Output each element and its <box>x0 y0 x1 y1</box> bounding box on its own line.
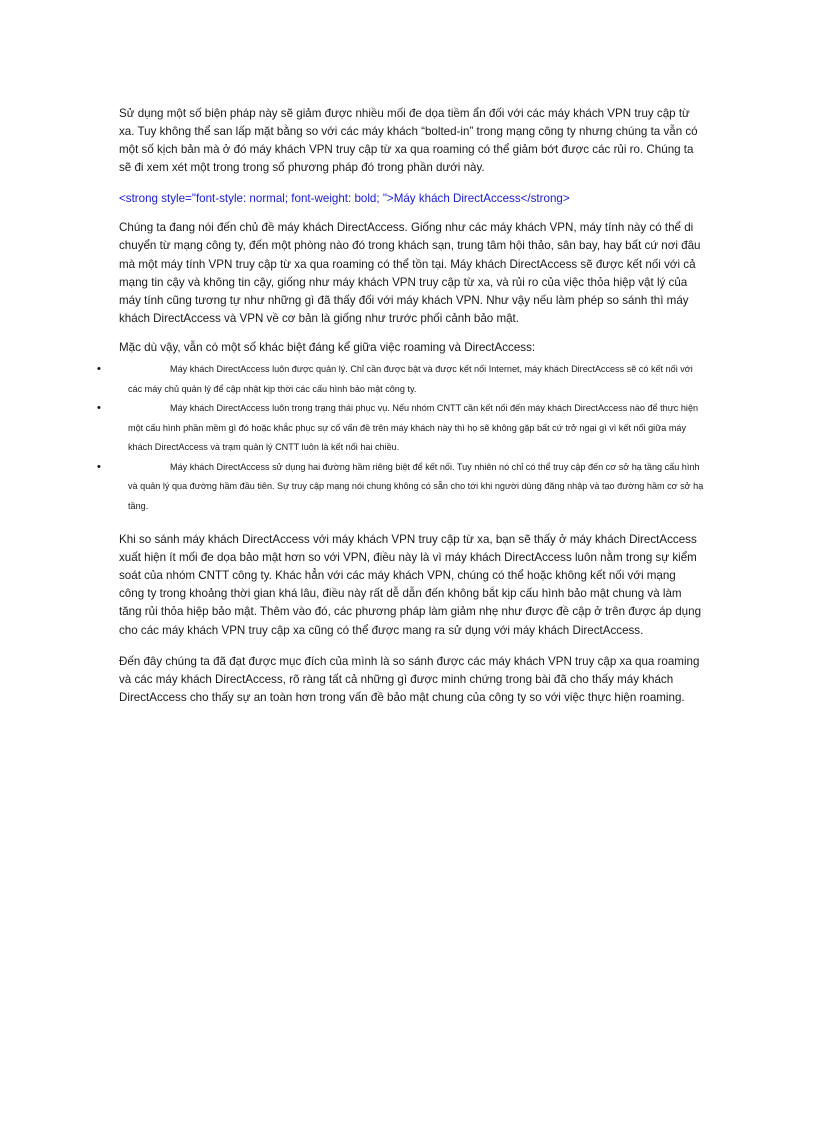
differences-list <box>97 360 704 516</box>
list-item-text: Máy khách DirectAccess luôn được quản lý. Chỉ cần được bật và được kết nối Internet, máy khách DirectAccess sẽ có kết nối với các máy chủ quản lý để cập nhật kịp thời các cấu hình bảo mật công ty. <box>128 364 693 394</box>
bullet-icon: • <box>97 460 101 473</box>
list-item-text: Máy khách DirectAccess luôn trong trạng thái phục vụ. Nếu nhóm CNTT cần kết nối đến máy khách DirectAccess nào để thực hiện một cấu hình phần mềm gì đó hoặc khắc phục sự cố vấn đề trên máy khách này thì họ sẽ không gặp bất cứ trở ngại gì vì kết nối giữa máy khách DirectAccess và trạm quản lý CNTT luôn là kết nối hai chiều. <box>128 403 699 453</box>
paragraph-intro: Sử dụng một số biện pháp này sẽ giảm được nhiều mối đe dọa tiềm ẩn đối với các máy khách VPN truy cập từ xa. Tuy không thể san lấp mặt bằng so với các máy khách “bolted-in” trong mạng công ty nhưng chúng ta vẫn có một số kịch bản mà ở đó máy khách VPN truy cập từ xa qua roaming có thể giảm bớt được các rủi ro. Chúng ta sẽ đi xem xét một trong trong số phương pháp đó trong phần dưới này. <box>119 107 698 175</box>
list-item <box>97 399 704 458</box>
list-intro: Mặc dù vậy, vẫn có một số khác biệt đáng kể giữa việc roaming và DirectAccess: <box>119 340 536 354</box>
list-item <box>97 360 704 399</box>
article-body <box>97 105 704 707</box>
paragraph-conclusion: Đến đây chúng ta đã đạt được mục đích của mình là so sánh được các máy khách VPN truy cập xa qua roaming và các máy khách DirectAccess, rõ ràng tất cả những gì được minh chứng trong bài đã cho thấy máy khách DirectAccess cho thấy sự an toàn hơn trong vấn đề bảo mật chung của công ty so với việc thực hiện roaming. <box>119 654 700 704</box>
list-item-text: Máy khách DirectAccess sử dụng hai đường hầm riêng biệt để kết nối. Tuy nhiên nó chỉ có thể truy cập đến cơ sở hạ tầng cấu hình và quản lý qua đường hầm đầu tiên. Sự truy cập mạng nói chung không có sẵn cho tới khi người dùng đăng nhập và tạo đường hầm cơ sở hạ tầng. <box>128 461 704 511</box>
bullet-icon: • <box>97 363 101 376</box>
paragraph-directaccess-overview: Chúng ta đang nói đến chủ đề máy khách DirectAccess. Giống như các máy khách VPN, máy tính này có thể di chuyển từ mạng công ty, đến một phòng nào đó trong khách sạn, trung tâm hội thảo, sân bay, hay bất cứ nơi đâu mà một máy tính VPN truy cập từ xa qua roaming có thể tồn tại. Máy khách DirectAccess sẽ được kết nối với cả mạng tin cậy và không tin cậy, giống như máy khách VPN truy cập từ xa, và rủi ro của việc thỏa hiệp vật lý của máy tính cũng tương tự như những gì đã thấy đối với máy khách VPN. Như vậy nếu làm phép so sánh thì máy khách DirectAccess và VPN về cơ bản là giống như trước phối cảnh bảo mật. <box>119 221 701 325</box>
section-heading-raw-markup: <strong style="font-style: normal; font-weight: bold; ">Máy khách DirectAccess</strong> <box>119 192 570 206</box>
bullet-icon: • <box>97 402 101 415</box>
paragraph-comparison: Khi so sánh máy khách DirectAccess với máy khách VPN truy cập từ xa, bạn sẽ thấy ở máy khách DirectAccess xuất hiện ít mối đe dọa bảo mật hơn so với VPN, điều này là vì máy khách DirectAccess luôn nằm trong sự kiểm soát của nhóm CNTT công ty. Khác hẳn với các máy khách VPN, chúng có thể hoặc không kết nối với mạng công ty trong khoảng thời gian khá lâu, điều này rất dễ dẫn đến không bắt kịp cấu hình bảo mật chung và làm tăng rủi thỏa hiệp bảo mật. Thêm vào đó, các phương pháp làm giảm nhẹ như được đề cập ở trên được áp dụng cho các máy khách VPN truy cập xa cũng có thể được mang ra sử dụng với máy khách DirectAccess. <box>119 533 702 637</box>
list-item <box>97 458 704 517</box>
